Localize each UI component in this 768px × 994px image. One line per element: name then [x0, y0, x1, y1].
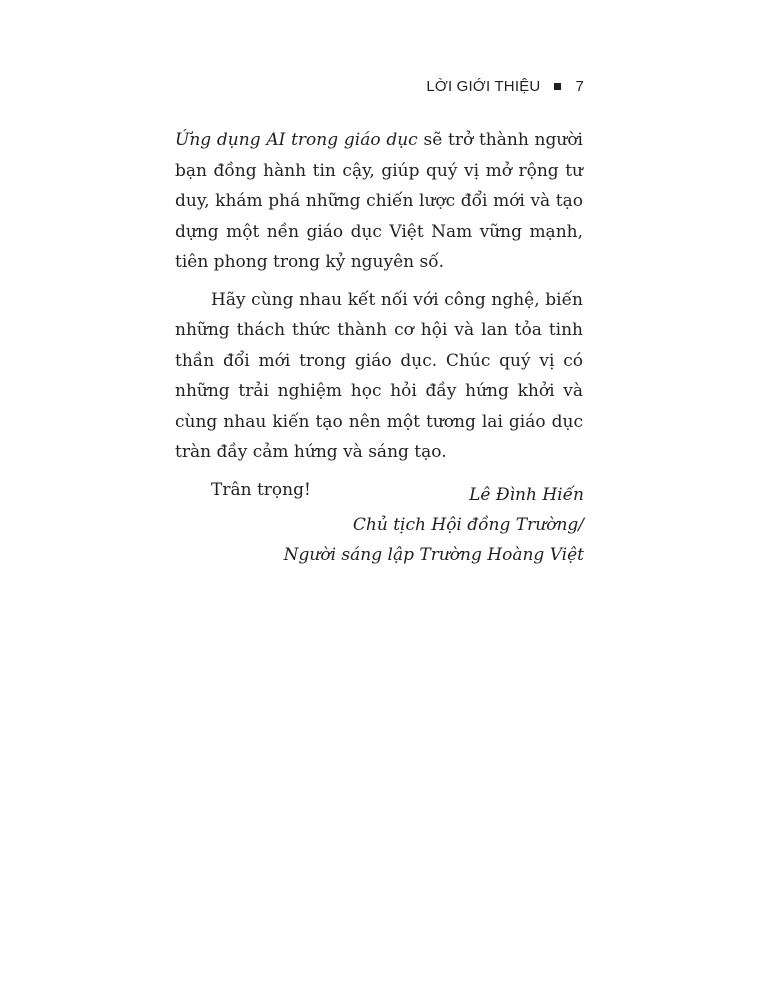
signature-block: [284, 480, 584, 570]
page-number: 7: [575, 78, 584, 95]
paragraph-2: Hãy cùng nhau kết nối với công nghệ, biến những thách thức thành cơ hội và lan tỏa tinh thần đổi mới trong giáo dục. Chúc quý vị có những trải nghiệm học hỏi đầy hứng khởi và cùng nhau kiến tạo nên một tương lai giáo dục tràn đầy cảm hứng và sáng tạo.: [175, 289, 583, 462]
signature-name: Lê Đình Hiến: [469, 485, 584, 505]
body-text: [175, 125, 583, 512]
signature-title-line-2: Người sáng lập Trường Hoàng Việt: [283, 545, 584, 565]
header-bullet-icon: [554, 83, 561, 90]
running-header: [426, 78, 584, 95]
chapter-title: LỜI GIỚI THIỆU: [426, 78, 541, 95]
paragraph-1-text: sẽ trở thành người bạn đồng hành tin cậy, giúp quý vị mở rộng tư duy, khám phá những chiến lược đổi mới và tạo dựng một nền giáo dục Việt Nam vững mạnh, tiên phong trong kỷ nguyên số.: [175, 130, 583, 272]
book-title-italic: Ứng dụng AI trong giáo dục: [175, 130, 418, 150]
closing-line: Trân trọng!: [211, 479, 311, 500]
paragraph-1: [175, 125, 583, 278]
signature-title-line-1: Chủ tịch Hội đồng Trường/: [352, 515, 584, 535]
